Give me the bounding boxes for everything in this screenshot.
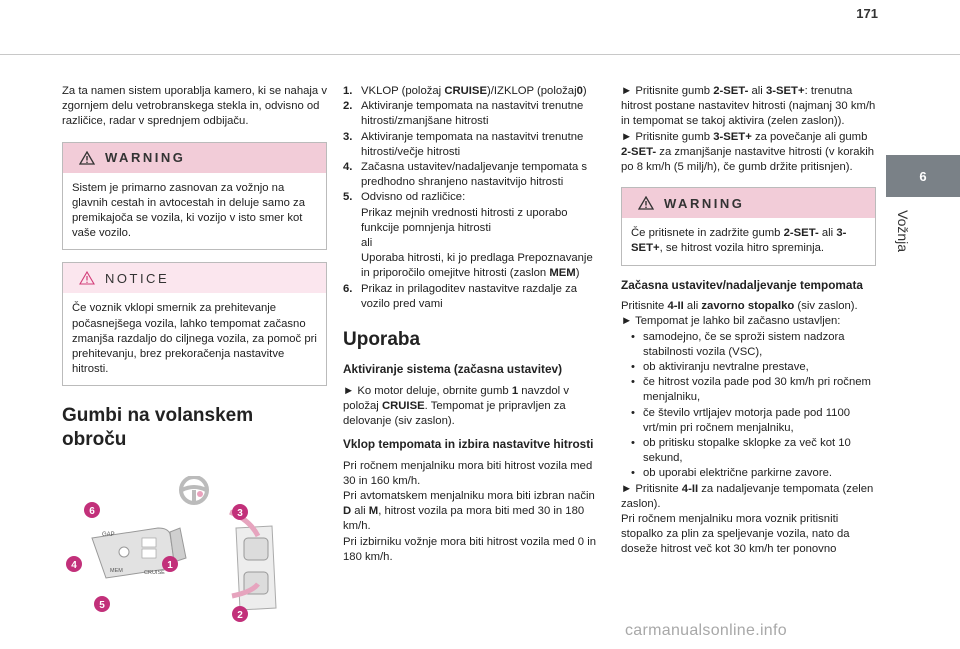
chapter-tab[interactable]: 6	[886, 155, 960, 197]
list-item: 5. Odvisno od različice: Prikaz mejnih vrednosti hitrosti z uporabo funkcije pomnjenja hitrosti ali Uporaba hitrosti, ki jo predlaga Prepoznavanje in priporočilo omejitve hitrosti (zaslon MEM)	[343, 191, 593, 280]
warning-box	[62, 142, 327, 251]
activation-paragraph: ► Ko motor deluje, obrnite gumb 1 navzdol v položaj CRUISE. Tempomat je pripravljen za delovanje (siv zaslon).	[343, 384, 569, 427]
pause-conditions-list	[621, 330, 876, 482]
resume-paragraph: ► Pritisnite 4-II za nadaljevanje tempomata (zelen zaslon).	[621, 482, 874, 510]
list-item: 4. Začasna ustavitev/nadaljevanje tempomata s predhodno shranjeno nastavitvijo hitrosti	[343, 161, 588, 189]
page-number: 171	[856, 6, 878, 21]
list-item: • ob pritisku stopalke sklopke za več kot 10 sekund,	[621, 436, 876, 466]
subheading-pause: Začasna ustavitev/nadaljevanje tempomata	[621, 277, 863, 292]
section-heading-steering-buttons: Gumbi na volanskem obroču	[62, 405, 254, 451]
pause-intro: ► Tempomat je lahko bil začasno ustavljen:	[621, 315, 841, 328]
svg-text:6: 6	[89, 506, 95, 518]
adjust-paragraph: ► Pritisnite gumb 3-SET+ za povečanje ali gumb 2-SET- za zmanjšanje nastavitve hitrosti (v korakih po 8 km/h (5 milj/h), če gumb držite pritisnjen).	[621, 130, 875, 174]
list-item: • samodejno, če se sproži sistem nadzora stabilnosti vozila (VSC),	[621, 330, 876, 360]
label-mem: MEM	[110, 568, 123, 575]
svg-text:4: 4	[71, 560, 77, 572]
badge-5	[94, 596, 110, 612]
badge-2	[232, 606, 248, 622]
warning-title: WARNING	[105, 150, 186, 165]
intro-paragraph: Za ta namen sistem uporablja kamero, ki se nahaja v zgornjem delu vetrobranskega stekla in, odvisno od različice, radar v sprednjem odbijaču.	[62, 85, 327, 128]
chapter-title: Vožnja	[895, 210, 911, 253]
set-buttons-panel	[230, 512, 276, 610]
badge-4	[66, 556, 82, 572]
steering-wheel-icon	[181, 477, 207, 503]
column-left	[62, 84, 327, 632]
list-item: 3. Aktiviranje tempomata na nastavitvi trenutne hitrosti/večje hitrosti	[343, 130, 584, 158]
list-item: • ob uporabi električne parkirne zavore.	[621, 466, 876, 481]
steering-controls-diagram	[62, 476, 330, 626]
notice-icon	[79, 271, 95, 285]
notice-text: Če voznik vklopi smernik za prehitevanje počasnejšega vozila, lahko tempomat začasno zmanjša razdaljo do ciljnega vozila, za pomoč pri prehitevanju, brez prekoračenja nastavitve hitrosti.	[72, 302, 317, 376]
pause-paragraph: Pritisnite 4-II ali zavorno stopalko (siv zaslon).	[621, 300, 858, 313]
svg-text:3: 3	[237, 508, 243, 520]
notice-title: NOTICE	[105, 270, 170, 286]
speed-paragraph: Pri ročnem menjalniku mora biti hitrost vozila med 30 in 160 km/h. Pri avtomatskem menjalniku mora biti izbran način D ali M, hitrost vozila pa mora biti med 30 in 180 km/h. Pri izbirniku vožnje mora biti hitrost vozila med 0 in 180 km/h.	[343, 459, 597, 563]
manual-gearbox-paragraph: Pri ročnem menjalniku mora voznik pritisniti stopalko za plin za speljevanje vozila, nato da doseže hitrost več kot 30 km/h ter ponovno	[621, 512, 850, 556]
button-list	[343, 84, 601, 312]
list-item: 6. Prikaz in prilagoditev nastavitve razdalje za vozilo pred vami	[343, 282, 578, 310]
list-item: • če število vrtljajev motorja pade pod 1100 vrt/min pri ročnem menjalniku,	[621, 406, 876, 436]
list-item: 2. Aktiviranje tempomata na nastavitvi trenutne hitrosti/zmanjšane hitrosti	[343, 100, 584, 128]
badge-1	[162, 556, 178, 572]
svg-text:5: 5	[99, 600, 105, 612]
warning-box-2	[621, 187, 876, 265]
subheading-activation: Aktiviranje sistema (začasna ustavitev)	[343, 362, 563, 377]
badge-6	[84, 502, 100, 518]
badge-3	[232, 504, 248, 520]
list-item: • če hitrost vozila pade pod 30 km/h pri ročnem menjalniku,	[621, 375, 876, 405]
column-middle	[343, 84, 601, 565]
list-item: • ob aktiviranju nevtralne prestave,	[621, 360, 876, 375]
warning-text: Sistem je primarno zasnovan za vožnjo na glavnih cestah in avtocestah in deluje samo za premikajoča se vozila, ki vozijo v isto smer kot vaše vozilo.	[72, 181, 305, 240]
warning-title: WARNING	[664, 195, 745, 211]
section-heading-usage: Uporaba	[343, 329, 421, 351]
label-cruise: CRUISE	[144, 570, 165, 577]
subheading-speed-setting: Vklop tempomata in izbira nastavitve hitrosti	[343, 437, 594, 452]
list-item: 1. VKLOP (položaj CRUISE)/IZKLOP (položaj0)	[343, 85, 587, 97]
svg-text:2: 2	[237, 610, 243, 622]
column-right	[621, 84, 876, 558]
warning-icon	[79, 151, 95, 165]
svg-text:1: 1	[167, 560, 173, 572]
top-divider	[0, 54, 960, 55]
notice-box	[62, 262, 327, 386]
label-gap: GAP	[102, 532, 115, 539]
set-paragraph: ► Pritisnite gumb 2-SET- ali 3-SET+: trenutna hitrost postane nastavitev hitrosti (najmanj 30 km/h in tempomat se takoj aktivira (zelen zaslon)).	[621, 85, 876, 128]
warning-text: Če pritisnete in zadržite gumb 2-SET- ali 3-SET+, se hitrost vozila hitro spreminja.	[631, 227, 847, 255]
watermark: carmanualsonline.info	[625, 622, 787, 639]
warning-icon	[638, 196, 654, 210]
